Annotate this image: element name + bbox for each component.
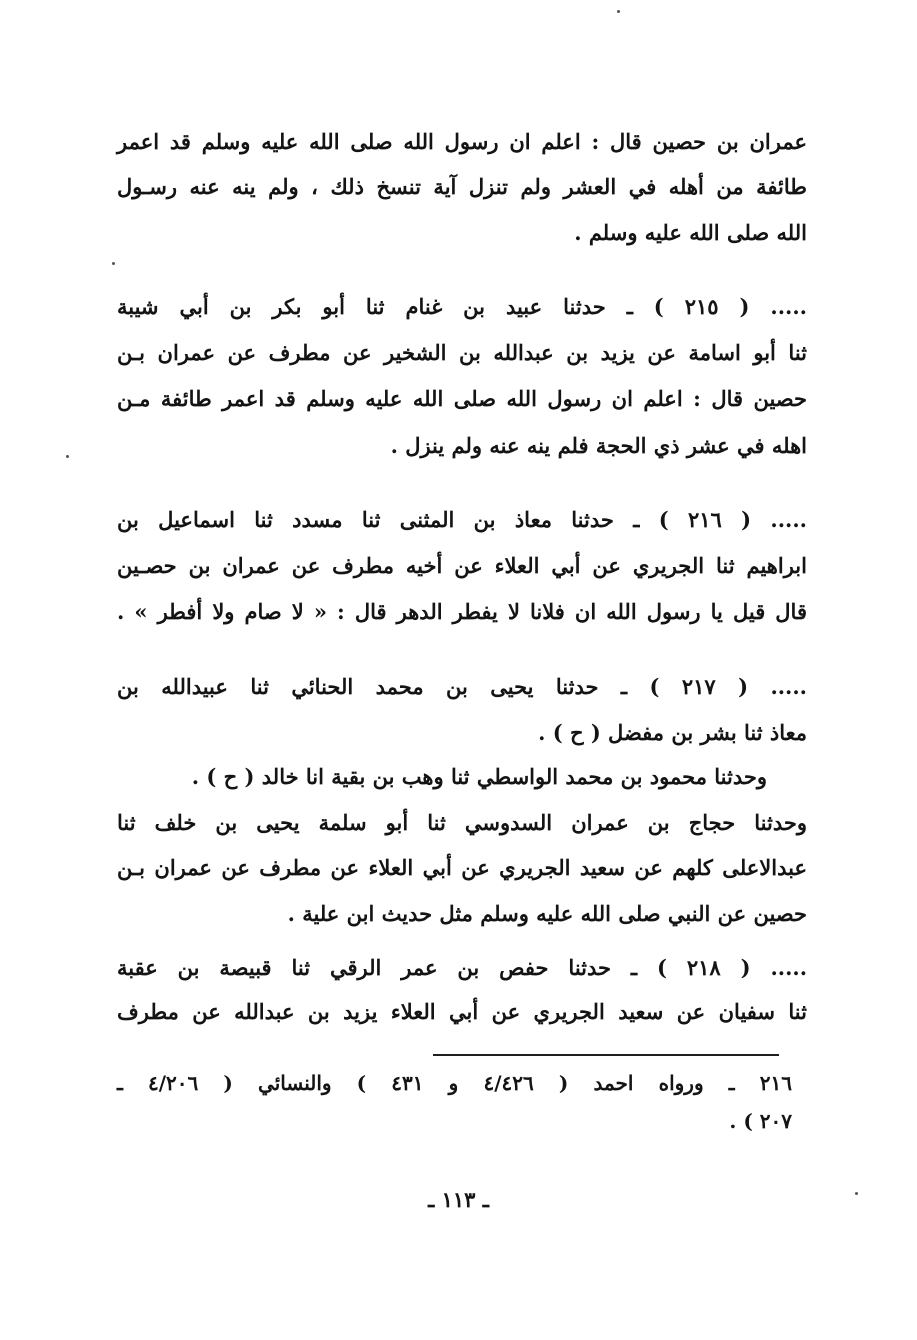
text-line: طائفة من أهله في العشر ولم تنزل آية تنسخ ذلك ، ولم ينه عنه رسـول	[117, 174, 807, 199]
footnote-line: ٢٠٧ ) .	[729, 1109, 792, 1133]
scan-speck	[617, 10, 620, 13]
hadith-215-line: ..... ( ٢١٥ ) ـ حدثنا عبيد بن غنام ثنا أبو بكر بن أبي شيبة	[117, 294, 807, 319]
hadith-218-line: ..... ( ٢١٨ ) ـ حدثنا حفص بن عمر الرقي ثنا قبيصة بن عقبة	[117, 955, 808, 980]
hadith-217-line: ..... ( ٢١٧ ) ـ حدثنا يحيى بن محمد الحنائي ثنا عبيدالله بن	[117, 674, 807, 699]
text-line: معاذ ثنا بشر بن مفضل ( ح ) .	[538, 720, 807, 745]
text-line: الله صلى الله عليه وسلم .	[574, 220, 807, 245]
text-line: قال قيل يا رسول الله ان فلانا لا يفطر الدهر قال : « لا صام ولا أفطر » .	[117, 599, 807, 624]
hadith-216-line: ..... ( ٢١٦ ) ـ حدثنا معاذ بن المثنى ثنا مسدد ثنا اسماعيل بن	[117, 507, 807, 532]
scan-speck	[855, 1192, 858, 1195]
footnote-divider	[433, 1054, 779, 1056]
scan-speck	[66, 455, 69, 458]
text-line: حصين عن النبي صلى الله عليه وسلم مثل حديث ابن علية .	[287, 901, 807, 926]
text-line: ثنا أبو اسامة عن يزيد بن عبدالله بن الشخير عن مطرف عن عمران بـن	[117, 340, 807, 365]
text-line: ابراهيم ثنا الجريري عن أبي العلاء عن أخيه مطرف عن عمران بن حصـين	[117, 553, 807, 578]
text-line: حصين قال : اعلم ان رسول الله صلى الله عليه وسلم قد اعمر طائفة مـن	[117, 386, 807, 411]
text-line: وحدثنا حجاج بن عمران السدوسي ثنا أبو سلمة يحيى بن خلف ثنا	[117, 810, 807, 835]
text-line: عمران بن حصين قال : اعلم ان رسول الله صلى الله عليه وسلم قد اعمر	[117, 129, 807, 154]
text-line: عبدالاعلى كلهم عن سعيد الجريري عن أبي العلاء عن مطرف عن عمران بـن	[117, 855, 807, 880]
footnote-line: ٢١٦ ـ ورواه احمد ( ٤/٤٢٦ و ٤٣١ ) والنسائي ( ٤/٢٠٦ ـ	[117, 1071, 792, 1095]
text-line: اهله في عشر ذي الحجة فلم ينه عنه ولم ينزل .	[390, 433, 807, 458]
page-number: ـ ١١٣ ـ	[428, 1187, 489, 1212]
text-line: وحدثنا محمود بن محمد الواسطي ثنا وهب بن بقية انا خالد ( ح ) .	[191, 764, 767, 789]
text-line: ثنا سفيان عن سعيد الجريري عن أبي العلاء يزيد بن عبدالله عن مطرف	[117, 999, 807, 1024]
scan-speck	[112, 262, 115, 265]
